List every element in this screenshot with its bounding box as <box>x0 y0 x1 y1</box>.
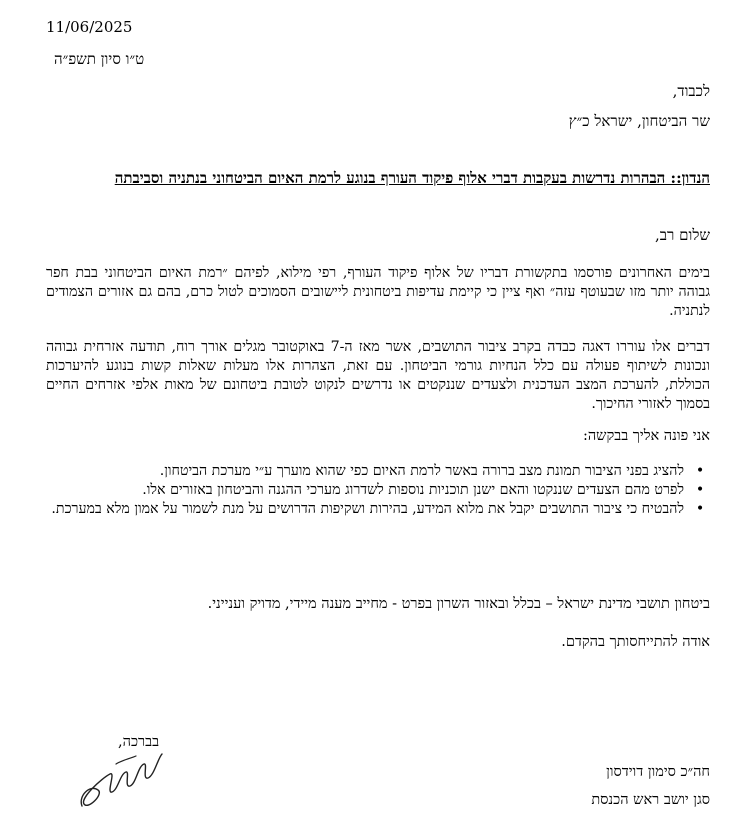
list-item <box>40 481 705 500</box>
request-intro: אני פונה אליך בבקשה: <box>582 428 710 444</box>
request-text: להציג בפני הציבור תמונת מצב ברורה באשר לרמת האיום כפי שהוא מוערך ע״י מערכת הביטחון. <box>159 463 684 479</box>
bullet-icon: • <box>695 463 705 479</box>
bullet-icon: • <box>695 501 705 517</box>
blessing: בברכה, <box>118 734 160 750</box>
to-label: לכבוד, <box>672 82 710 100</box>
request-text: לפרט מהם הצעדים שננקטו והאם ישנן תוכניות נוספות לשדרוג מערכי ההגנה והביטחון באזורים אלו. <box>142 482 684 498</box>
recipient: שר הביטחון, ישראל כ״ץ <box>568 112 710 130</box>
list-item <box>40 462 705 481</box>
greeting: שלום רב, <box>655 226 710 244</box>
bullet-icon: • <box>695 482 705 498</box>
request-text: להבטיח כי ציבור התושבים יקבל את מלוא המידע, בהירות ושקיפות הדרושים על מנת לשמור על אמון מלא במערכת. <box>51 501 684 517</box>
subject-line <box>46 168 710 188</box>
letter-date: 11/06/2025 <box>46 18 133 36</box>
paragraph-2: דברים אלו עוררו דאגה כבדה בקרב ציבור התושבים, אשר מאז ה-7 באוקטובר מגלים אורך רוח, תודעה אזרחית גבוהה ונכונות לשיתוף פעולה עם כלל הנחיות גורמי הביטחון. עם זאת, הצהרות אלו מעלות שאלות קשות בנוגע להיערכות הכוללת, להערכת המצב העדכנית ולצעדים שננקטים או נדרשים לנקוט לטובת ביטחונם של מאות אלפי אזרחים החיים בסמוך לאזורי החיכוך. <box>46 339 711 412</box>
signer-title: סגן יושב ראש הכנסת <box>591 792 710 808</box>
closing-statement: ביטחון תושבי מדינת ישראל – בכלל ובאזור השרון בפרט - מחייב מענה מיידי, מדויק וענייני. <box>207 596 710 612</box>
paragraph-1: בימים האחרונים פורסמו בתקשורת דבריו של אלוף פיקוד העורף, רפי מילוא, לפיהם ״רמת האיום הביטחוני בבת חפר גבוהה יותר מזו שבעוטף עזה״ ואף ציין כי קיימת עדיפות ביטחונית ליישובים הסמוכים לטול כרם, בהם גם אזורים הצמודים לנתניה. <box>46 265 710 319</box>
signer-name: חה״כ סימון דוידסון <box>606 764 710 780</box>
subject-text: הנדון:: הבהרות נדרשות בעקבות דברי אלוף פיקוד העורף בנוגע לרמת האיום הביטחוני בנתניה וסביבתה <box>114 169 710 187</box>
request-list <box>40 462 710 519</box>
hebrew-date: ט״ו סיון תשפ״ה <box>54 50 145 68</box>
signature-icon <box>76 744 168 814</box>
list-item <box>40 500 705 519</box>
thanks-line: אודה להתייחסותך בהקדם. <box>561 634 710 650</box>
